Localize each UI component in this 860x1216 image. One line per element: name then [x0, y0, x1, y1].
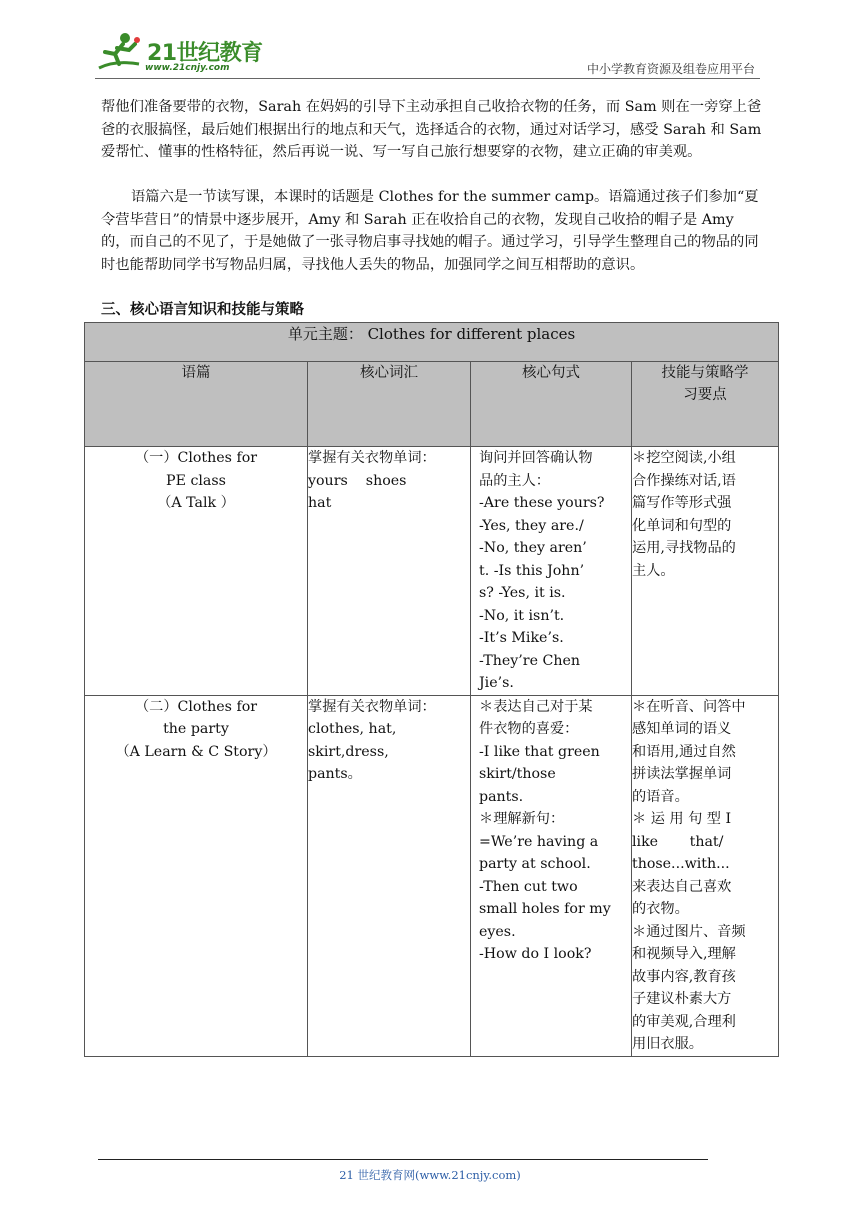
cell-line: 的衣物。 — [632, 901, 689, 917]
cell-line: 篇写作等形式强 — [632, 495, 732, 511]
cell-line: ＊在听音、问答中 — [632, 698, 746, 715]
table-row — [85, 695, 779, 1056]
cell-line: 运用,寻找物品的 — [632, 540, 736, 556]
cell-line: ＊通过图片、音频 — [632, 923, 746, 940]
cell-line: -They’re Chen — [479, 652, 581, 669]
cell-line: -It’s Mike’s. — [479, 630, 564, 646]
paragraph-2: 语篇六是一节读写课，本课时的话题是 Clothes for the summer camp。语篇通过孩子们参加“夏令营毕营日”的情景中逐步展开，Amy 和 Sarah 正在收拾自己的衣物，发现自己收拾的帽子是 Amy 的，而自己的不见了，于是她做了一张寻物启事寻找她的帽子。通过学习，引导学生整理自己的物品的同时也能帮助同学书写物品归属，寻找他人丢失的物品，加强同学之间互相帮助的意识。 — [101, 189, 759, 273]
cell-line: the party — [163, 721, 229, 737]
cell-line: s? -Yes, it is. — [479, 585, 566, 601]
cell-line: 故事内容,教育孩 — [632, 968, 736, 985]
row2-sentence-cell — [471, 695, 632, 1056]
cell-line: 掌握有关衣物单词： — [308, 698, 436, 715]
header-divider — [95, 78, 760, 79]
cell-line: those...with... — [632, 856, 730, 872]
cell-line: 来表达自己喜欢 — [632, 878, 732, 895]
cell-line: -Are these yours? — [479, 495, 605, 511]
logo-text: 21世纪教育 — [147, 41, 263, 66]
cell-line: （一）Clothes for — [134, 450, 258, 466]
cell-line: 合作操练对话,语 — [632, 472, 736, 489]
cell-line: 拼读法掌握单词 — [632, 766, 732, 782]
page-header — [95, 30, 760, 78]
cell-line: 询问并回答确认物 — [479, 450, 593, 466]
column-header-vocab: 核心词汇 — [308, 362, 471, 447]
runner-logo-icon — [95, 30, 145, 74]
cell-line: skirt,dress, — [308, 743, 389, 760]
header-tagline: 中小学教育资源及组卷应用平台 — [586, 62, 755, 76]
cell-line: 件衣物的喜爱： — [479, 721, 579, 737]
section-heading: 三、核心语言知识和技能与策略 — [101, 302, 304, 318]
column-header-skills: 技能与策略学习要点 — [632, 362, 779, 447]
cell-line: eyes. — [479, 923, 516, 940]
cell-line: 和视频导入,理解 — [632, 946, 736, 962]
footer-divider — [98, 1159, 708, 1160]
cell-line: hat — [308, 495, 332, 511]
cell-line: （A Talk ） — [157, 495, 235, 511]
logo-url: www.21cnjy.com — [145, 63, 230, 73]
cell-line: ＊挖空阅读,小组 — [632, 450, 736, 466]
cell-line: t. -Is this John’ — [479, 562, 585, 579]
cell-line: ＊表达自己对于某 — [479, 698, 593, 715]
cell-line: 和语用,通过自然 — [632, 743, 736, 760]
cell-line: small holes for my — [479, 901, 611, 917]
cell-line: 品的主人： — [479, 472, 550, 489]
cell-line: 的审美观,合理利 — [632, 1013, 736, 1030]
row2-skills-cell — [632, 695, 779, 1056]
column-header-sentences: 核心句式 — [471, 362, 632, 447]
row1-vocab-cell — [308, 447, 471, 696]
cell-line: （A Learn & C Story） — [115, 743, 277, 760]
row1-text-cell — [85, 447, 308, 696]
cell-line: -No, they aren’ — [479, 540, 587, 556]
footer-link[interactable]: 21 世纪教育网(www.21cnjy.com) — [339, 1168, 521, 1182]
cell-line: PE class — [166, 472, 226, 489]
cell-line: Jie’s. — [479, 675, 514, 691]
row2-text-cell — [85, 695, 308, 1056]
cell-line: -No, it isn’t. — [479, 607, 565, 624]
cell-line: yours shoes — [308, 472, 407, 489]
core-language-table — [84, 322, 779, 1057]
cell-line: -I like that green — [479, 743, 600, 760]
cell-line: 感知单词的语义 — [632, 721, 732, 737]
cell-line: party at school. — [479, 856, 591, 872]
site-logo — [95, 30, 265, 76]
cell-line: =We’re having a — [479, 833, 599, 850]
cell-line: like that/ — [632, 833, 724, 850]
cell-line: 主人。 — [632, 562, 675, 579]
paragraph-1: 帮他们准备要带的衣物，Sarah 在妈妈的引导下主动承担自己收拾衣物的任务，而 Sam 则在一旁穿上爸爸的衣服搞怪，最后她们根据出行的地点和天气，选择适合的衣物，通过对话学习，感受 Sarah 和 Sam 爱帮忙、懂事的性格特征，然后再说一说、写一写自己旅行想要穿的衣物，建立正确的审美观。 — [101, 99, 762, 160]
cell-line: -Then cut two — [479, 878, 578, 895]
cell-line: skirt/those — [479, 766, 556, 782]
row2-vocab-cell — [308, 695, 471, 1056]
cell-line: 用旧衣服。 — [632, 1036, 703, 1052]
cell-line: pants. — [479, 788, 524, 805]
column-header-text: 语篇 — [85, 362, 308, 447]
cell-line: clothes, hat, — [308, 721, 397, 737]
table-row — [85, 447, 779, 696]
row1-sentence-cell — [471, 447, 632, 696]
cell-line: -Yes, they are./ — [479, 517, 584, 534]
cell-line: 的语音。 — [632, 788, 689, 805]
cell-line: 子建议朴素大方 — [632, 991, 732, 1007]
cell-line: -How do I look? — [479, 946, 592, 962]
cell-line: ＊理解新句： — [479, 811, 565, 827]
cell-line: ＊ 运 用 句 型 I — [632, 811, 732, 827]
cell-line: 掌握有关衣物单词： — [308, 450, 436, 466]
cell-line: pants。 — [308, 766, 362, 782]
row1-skills-cell — [632, 447, 779, 696]
unit-theme-header: 单元主题： Clothes for different places — [85, 323, 779, 362]
cell-line: 化单词和句型的 — [632, 517, 732, 534]
cell-line: （二）Clothes for — [134, 698, 258, 715]
